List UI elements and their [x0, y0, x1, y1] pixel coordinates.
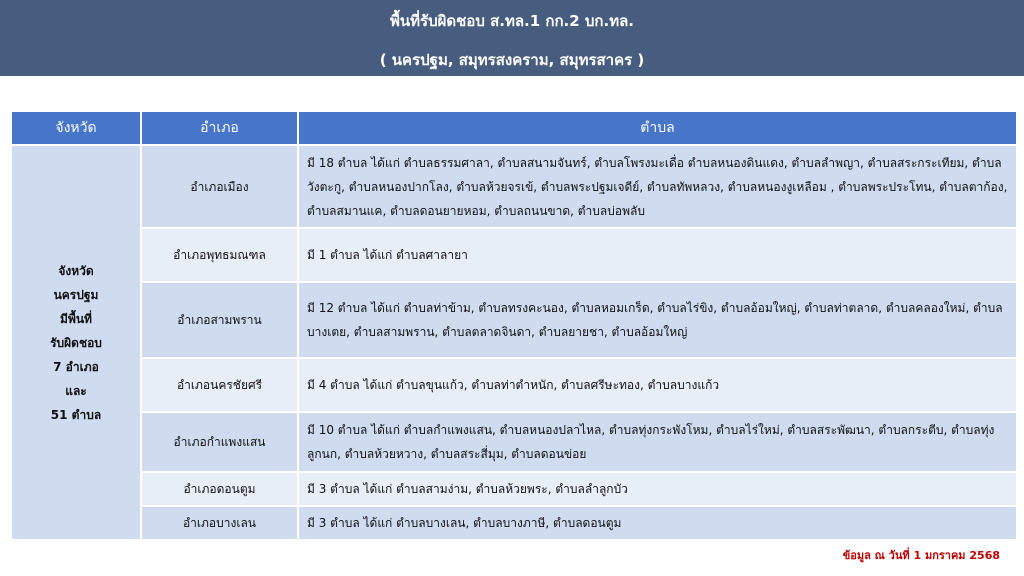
table-row [11, 358, 1017, 412]
column-header-district: อำเภอ [141, 111, 298, 145]
page-subtitle: ( นครปฐม, สมุทรสงคราม, สมุทรสาคร ) [379, 51, 645, 69]
table-row [11, 472, 1017, 506]
district-cell: อำเภอพุทธมณฑล [141, 228, 298, 282]
subdistrict-cell: มี 18 ตำบล ได้แก่ ตำบลธรรมศาลา, ตำบลสนามจันทร์, ตำบลโพรงมะเดื่อ ตำบลหนองดินแดง, ตำบลลำพญา, ตำบลสระกระเทียม, ตำบลวังตะกู, ตำบลหนองปากโลง, ตำบลห้วยจรเข้, ตำบลพระปฐมเจดีย์, ตำบลทัพหลวง, ตำบลหนองงูเหลือม , ตำบลพระประโทน, ตำบลตาก้อง, ตำบลสมานแค, ตำบลดอนยายหอม, ตำบลถนนขาด, ตำบลบ่อพลับ [298, 145, 1017, 228]
table-row [11, 145, 1017, 228]
province-line: และ [65, 383, 87, 398]
province-line: จังหวัด [58, 263, 94, 278]
responsibility-table [10, 110, 1018, 541]
subdistrict-cell: มี 10 ตำบล ได้แก่ ตำบลกำแพงแสน, ตำบลหนองปลาไหล, ตำบลทุ่งกระพังโหม, ตำบลไร่ใหม่, ตำบลสระพัฒนา, ตำบลกระตีบ, ตำบลทุ่งลูกนก, ตำบลห้วยหวาง, ตำบลสระสี่มุม, ตำบลดอนข่อย [298, 412, 1017, 472]
column-header-province: จังหวัด [11, 111, 141, 145]
table-header-row [11, 111, 1017, 145]
district-cell: อำเภอกำแพงแสน [141, 412, 298, 472]
subdistrict-cell: มี 3 ตำบล ได้แก่ ตำบลสามง่าม, ตำบลห้วยพระ, ตำบลลำลูกบัว [298, 472, 1017, 506]
table-row [11, 228, 1017, 282]
province-line: นครปฐม [53, 287, 99, 302]
subdistrict-cell: มี 3 ตำบล ได้แก่ ตำบลบางเลน, ตำบลบางภาษี, ตำบลดอนตูม [298, 506, 1017, 540]
table-row [11, 282, 1017, 358]
district-cell: อำเภอสามพราน [141, 282, 298, 358]
data-date-note: ข้อมูล ณ วันที่ 1 มกราคม 2568 [842, 549, 1000, 562]
province-line: รับผิดชอบ [50, 335, 102, 350]
column-header-subdistrict: ตำบล [298, 111, 1017, 145]
province-line: มีพื้นที่ [60, 311, 92, 326]
title-banner [0, 0, 1024, 76]
district-cell: อำเภอเมือง [141, 145, 298, 228]
subdistrict-cell: มี 1 ตำบล ได้แก่ ตำบลศาลายา [298, 228, 1017, 282]
subdistrict-cell: มี 12 ตำบล ได้แก่ ตำบลท่าข้าม, ตำบลทรงคะนอง, ตำบลหอมเกร็ด, ตำบลไร่ขิง, ตำบลอ้อมใหญ่, ตำบลท่าตลาด, ตำบลคลองใหม่, ตำบลบางเตย, ตำบลสามพราน, ตำบลตลาดจินดา, ตำบลยายชา, ตำบลอ้อมใหญ่ [298, 282, 1017, 358]
table-row [11, 506, 1017, 540]
province-line: 7 อำเภอ [53, 359, 99, 374]
district-cell: อำเภอดอนตูม [141, 472, 298, 506]
table-row [11, 412, 1017, 472]
subdistrict-cell: มี 4 ตำบล ได้แก่ ตำบลขุนแก้ว, ตำบลท่าตำหนัก, ตำบลศรีษะทอง, ตำบลบางแก้ว [298, 358, 1017, 412]
province-summary-cell [11, 145, 141, 540]
page-title: พื้นที่รับผิดชอบ ส.ทล.1 กก.2 บก.ทล. [390, 12, 634, 30]
district-cell: อำเภอบางเลน [141, 506, 298, 540]
province-line: 51 ตำบล [50, 407, 102, 422]
district-cell: อำเภอนครชัยศรี [141, 358, 298, 412]
